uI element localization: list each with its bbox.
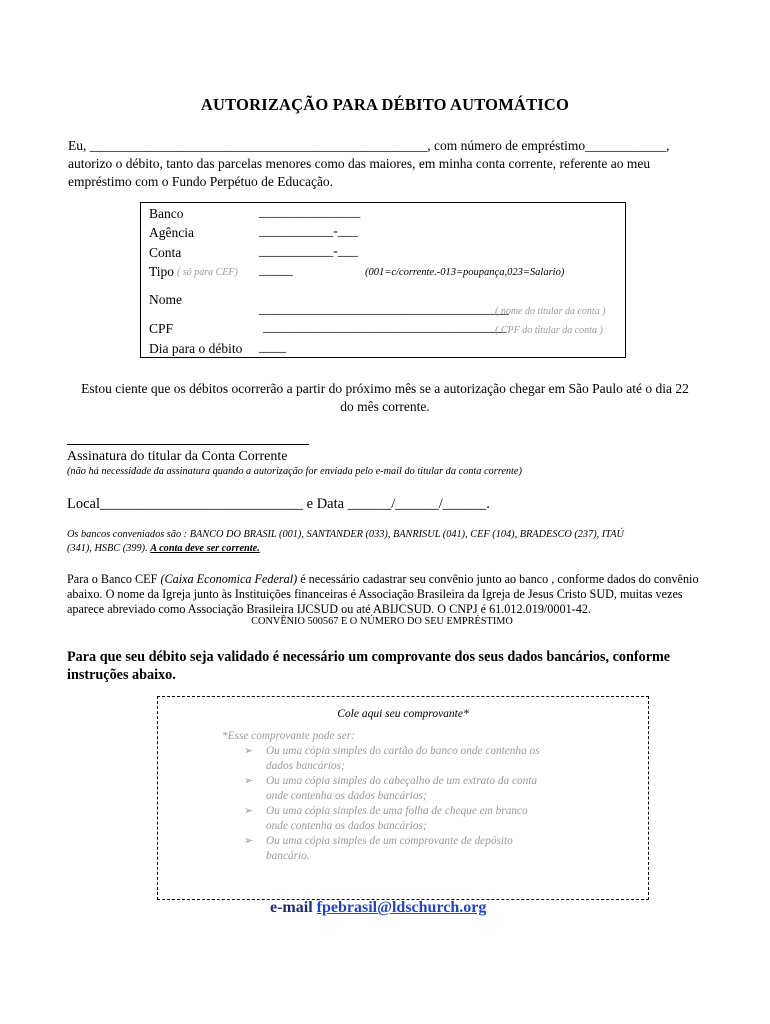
convenio-line: CONVÊNIO 500567 E O NÚMERO DO SEU EMPRÉSTIMO <box>251 616 513 627</box>
dia-field[interactable]: ____ <box>259 339 286 354</box>
tipo-label: Tipo <box>149 264 175 279</box>
nome-hint: ( nome do titular da conta ) <box>495 306 606 317</box>
arrow-bullet-icon: ➢ <box>244 805 254 817</box>
loan-number-field[interactable]: ____________ <box>585 138 667 153</box>
local-field[interactable]: ____________________________ <box>100 496 304 512</box>
contact-email: e-mail fpebrasil@ldschurch.org <box>270 899 487 916</box>
list-item: ➢ Ou uma cópia simples de uma folha de cheque em branco onde contenha os dados bancários; <box>244 805 528 832</box>
tipo-field[interactable]: _____ <box>259 262 293 277</box>
debit-notice: Estou ciente que os débitos ocorrerão a partir do próximo mês se a autorização chegar em São Paulo até o dia 22 do mês corrente. <box>81 381 689 414</box>
page-title: AUTORIZAÇÃO PARA DÉBITO AUTOMÁTICO <box>200 95 570 114</box>
cpf-hint: ( CPF do titular da conta ) <box>495 325 603 336</box>
nome-field[interactable]: _____________________________________ <box>259 301 509 316</box>
signature-note: (não há necessidade da assinatura quando a autorização for enviada pelo e-mail do titular da conta corrente) <box>67 466 522 477</box>
date-field[interactable]: ______/______/______. <box>347 496 490 512</box>
signature-title: Assinatura do titular da Conta Corrente <box>67 449 288 464</box>
conta-label: Conta <box>149 245 182 260</box>
account-type-requirement: A conta deve ser corrente. <box>150 543 260 554</box>
bank-details-box <box>140 202 626 358</box>
list-item: ➢ Ou uma cópia simples de um comprovante de depósito bancário. <box>244 835 513 862</box>
arrow-bullet-icon: ➢ <box>244 775 254 787</box>
name-field[interactable]: __________________________________________________ <box>89 138 428 153</box>
intro-line-3: empréstimo com o Fundo Perpétuo de Educação. <box>68 174 334 189</box>
conta-field[interactable]: ___________-___ <box>259 243 358 258</box>
banco-field[interactable]: _______________ <box>259 204 361 219</box>
partner-banks: Os bancos conveniados são : BANCO DO BRASIL (001), SANTANDER (033), BANRISUL (041), CEF (104), BRADESCO (237), ITAÚ (341), HSBC (399). A conta deve ser corrente. <box>67 529 624 554</box>
validation-notice: Para que seu débito seja validado é necessário um comprovante dos seus dados bancários, conforme instruções abaixo. <box>67 649 671 683</box>
cpf-label: CPF <box>149 321 174 336</box>
agencia-field[interactable]: ___________-___ <box>259 223 358 238</box>
receipt-intro: *Esse comprovante pode ser: <box>222 730 355 742</box>
nome-label: Nome <box>149 292 182 307</box>
intro-line-2: autorizo o débito, tanto das parcelas menores como das maiores, em minha conta corrente, referente ao meu <box>68 156 651 171</box>
dia-label: Dia para o débito <box>149 341 243 356</box>
tipo-hint: ( só para CEF) <box>177 267 238 278</box>
arrow-bullet-icon: ➢ <box>244 835 254 847</box>
arrow-bullet-icon: ➢ <box>244 745 254 757</box>
list-item: ➢ Ou uma cópia simples do cabeçalho de um extrato da conta onde contenha os dados bancários; <box>244 775 538 802</box>
banco-label: Banco <box>149 206 184 221</box>
agencia-label: Agência <box>149 225 194 240</box>
tipo-codes: (001=c/corrente.-013=poupança,023=Salario) <box>365 267 565 278</box>
email-link[interactable]: fpebrasil@ldschurch.org <box>316 899 487 916</box>
cef-instructions: Para o Banco CEF (Caixa Economica Federal) é necessário cadastrar seu convênio junto ao banco , conforme dados do convênio abaixo. O nome da Igreja junto às Instituições financeiras é Associação Brasileira da Igreja de Jesus Cristo SUD, muitas vezes aparece abreviado como Associação Brasileira IJCSUD ou até ABIJCSUD. O CNPJ é 61.012.019/0001-42. <box>67 572 699 616</box>
local-date-line: Local____________________________ e Data ______/______/______. <box>67 496 490 512</box>
intro-line-1: Eu, __________________________________________________, com número de empréstimo____________, <box>68 138 670 153</box>
receipt-heading: Cole aqui seu comprovante* <box>337 708 469 720</box>
signature-line[interactable] <box>67 444 309 445</box>
cpf-field[interactable]: ____________________________________ <box>263 319 506 334</box>
intro-paragraph <box>68 137 708 191</box>
list-item: ➢ Ou uma cópia simples do cartão do banco onde contenha os dados bancários; <box>244 745 540 772</box>
